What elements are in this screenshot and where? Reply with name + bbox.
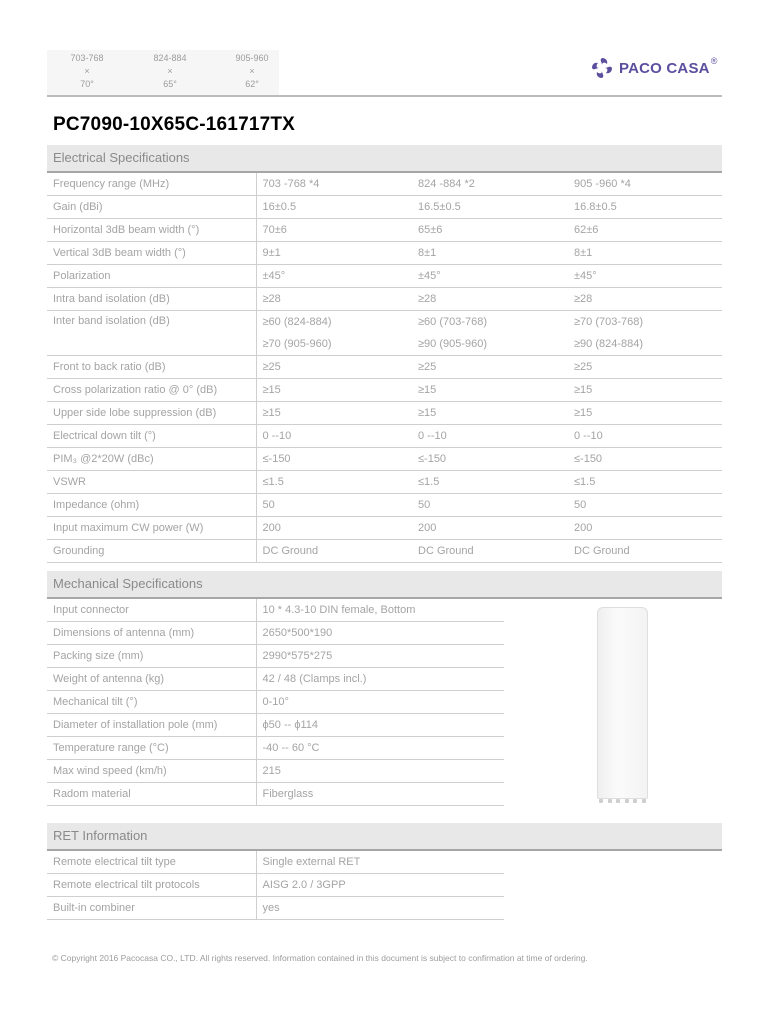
brand-registered-mark: ® [710,56,718,66]
table-row [47,622,504,645]
table-row [47,173,722,196]
spec-value: ϕ50 -- ϕ114 [256,714,504,737]
spec-value [256,196,412,219]
spec-value: 215 [256,760,504,783]
spec-value-line: ≥15 [418,384,437,396]
mechanical-section-heading [47,571,722,599]
spec-value [256,219,412,242]
spec-label: Input connector [47,599,256,622]
spec-value [256,471,412,494]
spec-value-line: ≥28 [574,293,593,305]
spec-value [412,494,568,517]
spec-value [568,379,722,402]
table-row [47,311,722,356]
spec-value [256,379,412,402]
table-row [47,874,504,897]
spec-value-line: 0 --10 [418,430,447,442]
spec-value-line: 62±6 [574,224,599,236]
spec-value-line: ≥90 (824-884) [574,338,644,350]
spec-value [256,356,412,379]
spec-value [568,517,722,540]
band-beam: 65° [163,79,177,89]
band-sep: × [167,66,173,76]
spec-value-line: 16±0.5 [262,201,297,213]
spec-label: Electrical down tilt (°) [47,425,256,448]
spec-value-line: 200 [418,522,437,534]
electrical-spec-table [47,173,722,563]
spec-label: Front to back ratio (dB) [47,356,256,379]
spec-label: Gain (dBi) [47,196,256,219]
spec-value-line: 16.5±0.5 [418,201,461,213]
spec-value [256,242,412,265]
spec-value [412,288,568,311]
band-sep: × [249,66,255,76]
table-row [47,425,722,448]
spec-value [256,494,412,517]
spec-value-line: ≥25 [262,361,281,373]
spec-value [256,540,412,563]
spec-value-line: DC Ground [418,545,474,557]
table-row [47,379,722,402]
spec-value [412,517,568,540]
table-row [47,691,504,714]
spec-value-line: 50 [262,499,275,511]
spec-label: Intra band isolation (dB) [47,288,256,311]
mechanical-spec-table [47,599,504,806]
spec-value: 10 * 4.3-10 DIN female, Bottom [256,599,504,622]
table-row [47,783,504,806]
spec-value [256,448,412,471]
spec-value-line: ≤1.5 [574,476,596,488]
spec-value: 2990*575*275 [256,645,504,668]
spec-label: Radom material [47,783,256,806]
table-row [47,645,504,668]
spec-value-line: ≤1.5 [262,476,284,488]
spec-label: Impedance (ohm) [47,494,256,517]
table-row [47,517,722,540]
ret-section-heading [47,823,722,851]
table-row [47,851,504,874]
spec-value: 42 / 48 (Clamps incl.) [256,668,504,691]
spec-value [256,517,412,540]
spec-value [412,219,568,242]
spec-label: Mechanical tilt (°) [47,691,256,714]
spec-label: Dimensions of antenna (mm) [47,622,256,645]
header-divider [47,95,722,97]
spec-value-line: ≥70 (703-768) [574,316,644,328]
spec-value-line: 9±1 [262,247,281,259]
paco-casa-logo-icon [590,56,614,80]
spec-value-line: 200 [262,522,281,534]
table-row [47,265,722,288]
spec-value [412,448,568,471]
spec-value: -40 -- 60 °C [256,737,504,760]
spec-label: Horizontal 3dB beam width (°) [47,219,256,242]
spec-value-line: ≥15 [418,407,437,419]
spec-value-line: DC Ground [262,545,319,557]
spec-value [568,265,722,288]
brand-name: PACO CASA [619,59,710,77]
spec-label: Grounding [47,540,256,563]
spec-value-line: ±45° [574,270,597,282]
spec-label: Weight of antenna (kg) [47,668,256,691]
ret-heading-text: RET Information [53,828,148,843]
spec-label: Remote electrical tilt type [47,851,256,874]
spec-value [568,242,722,265]
band-range: 703-768 [70,53,104,63]
spec-value-line: ≥15 [262,407,281,419]
brand-logo [590,55,717,81]
table-row [47,714,504,737]
spec-label: Polarization [47,265,256,288]
ret-spec-table [47,851,504,920]
spec-value [568,402,722,425]
spec-value-line: ≤1.5 [418,476,440,488]
spec-value [412,425,568,448]
spec-value-line: 8±1 [574,247,593,259]
spec-value [568,288,722,311]
electrical-heading-text: Electrical Specifications [53,150,190,165]
spec-value-line: 50 [418,499,431,511]
spec-value [568,494,722,517]
spec-label: Cross polarization ratio @ 0° (dB) [47,379,256,402]
band-range: 905-960 [235,53,269,63]
table-row [47,196,722,219]
spec-value-line: ≥28 [262,293,281,305]
spec-value-line: 8±1 [418,247,437,259]
spec-value-line: 703 -768 *4 [262,178,320,190]
table-row [47,599,504,622]
spec-value [412,356,568,379]
spec-value-line: 905 -960 *4 [574,178,631,190]
table-row [47,540,722,563]
spec-label: Max wind speed (km/h) [47,760,256,783]
spec-label: VSWR [47,471,256,494]
spec-value [412,173,568,196]
spec-value [256,265,412,288]
spec-value-line: 824 -884 *2 [418,178,475,190]
spec-value-line: 65±6 [418,224,443,236]
spec-value-line: 200 [574,522,593,534]
spec-value [568,448,722,471]
spec-value [412,540,568,563]
spec-value: 2650*500*190 [256,622,504,645]
spec-value-line: ±45° [262,270,286,282]
spec-value [256,311,412,356]
spec-value-line: 16.8±0.5 [574,201,617,213]
spec-value [256,288,412,311]
spec-label: Packing size (mm) [47,645,256,668]
spec-label: Frequency range (MHz) [47,173,256,196]
spec-value: AISG 2.0 / 3GPP [256,874,504,897]
band-range: 824-884 [153,53,187,63]
spec-value: Single external RET [256,851,504,874]
spec-value-line: 70±6 [262,224,287,236]
spec-value-line: ≥15 [574,407,593,419]
spec-value [568,311,722,356]
spec-value-line: ≥15 [262,384,281,396]
spec-value [568,471,722,494]
table-row [47,737,504,760]
spec-value [412,379,568,402]
spec-label: Diameter of installation pole (mm) [47,714,256,737]
spec-value-line: 0 --10 [262,430,292,442]
table-row [47,242,722,265]
spec-label: Input maximum CW power (W) [47,517,256,540]
band-column [222,52,282,91]
table-row [47,760,504,783]
band-column [140,52,200,91]
spec-value: Fiberglass [256,783,504,806]
spec-label: Temperature range (°C) [47,737,256,760]
spec-value-line: 50 [574,499,587,511]
spec-value-line: ≥70 (905-960) [262,338,332,350]
product-title: PC7090-10X65C-161717TX [53,114,296,135]
spec-label: Remote electrical tilt protocols [47,874,256,897]
spec-value [568,196,722,219]
spec-value [256,425,412,448]
table-row [47,288,722,311]
spec-value [568,219,722,242]
spec-value [568,540,722,563]
band-sep: × [84,66,90,76]
spec-value: 0-10° [256,691,504,714]
spec-value-line: ≥90 (905-960) [418,338,488,350]
spec-value [412,242,568,265]
spec-value-line: 0 --10 [574,430,603,442]
spec-value [412,402,568,425]
spec-value-line: ±45° [418,270,441,282]
spec-label: Inter band isolation (dB) [47,311,256,356]
mechanical-heading-text: Mechanical Specifications [53,576,203,591]
spec-value-line: ≥25 [418,361,437,373]
spec-value-line: DC Ground [574,545,630,557]
copyright-footer: © Copyright 2016 Pacocasa CO., LTD. All rights reserved. Information contained in this document is subject to confirmation at time of ordering. [52,953,588,963]
antenna-image [597,607,648,799]
table-row [47,448,722,471]
spec-value [412,196,568,219]
spec-value: yes [256,897,504,920]
spec-value [568,173,722,196]
band-beam: 70° [80,79,94,89]
band-column [57,52,117,91]
spec-value [412,265,568,288]
spec-label: Vertical 3dB beam width (°) [47,242,256,265]
spec-label: PIM₃ @2*20W (dBc) [47,448,256,471]
spec-value-line: ≥15 [574,384,593,396]
table-row [47,668,504,691]
spec-value [256,402,412,425]
table-row [47,897,504,920]
spec-value-line: ≥60 (824-884) [262,316,332,328]
spec-label: Upper side lobe suppression (dB) [47,402,256,425]
spec-label: Built-in combiner [47,897,256,920]
spec-value-line: ≤-150 [574,453,603,465]
spec-value [256,173,412,196]
table-row [47,494,722,517]
spec-value-line: ≥25 [574,361,593,373]
spec-value-line: ≤-150 [418,453,447,465]
spec-value [568,356,722,379]
table-row [47,219,722,242]
table-row [47,402,722,425]
spec-value-line: ≤-150 [262,453,291,465]
spec-value [568,425,722,448]
spec-value-line: ≥28 [418,293,437,305]
antenna-connectors [597,797,648,804]
electrical-section-heading [47,145,722,173]
table-row [47,356,722,379]
spec-value-line: ≥60 (703-768) [418,316,488,328]
table-row [47,471,722,494]
band-beam: 62° [245,79,259,89]
spec-value [412,471,568,494]
spec-value [412,311,568,356]
